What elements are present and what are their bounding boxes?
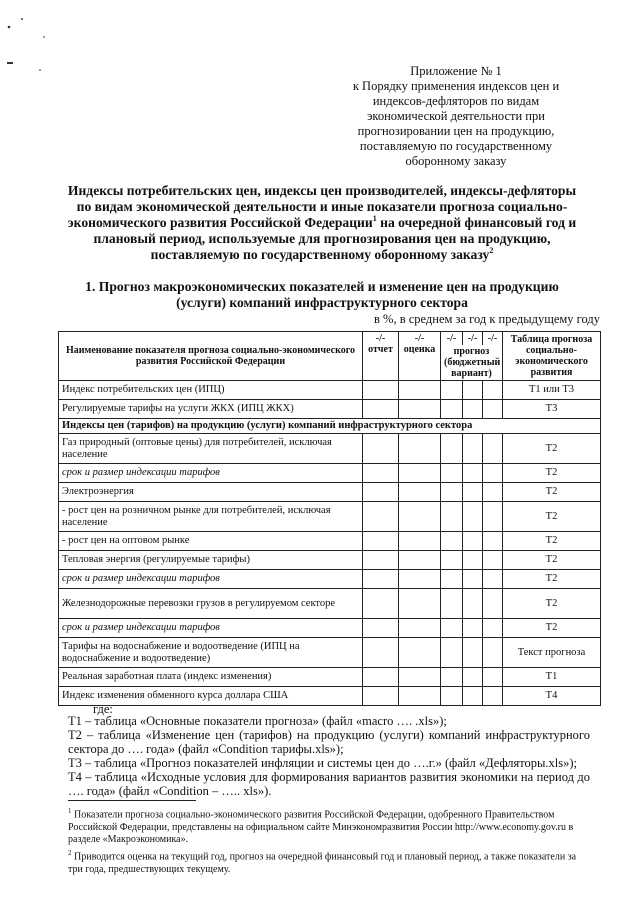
- document-title: [62, 183, 582, 263]
- row-ref: Т4: [503, 687, 601, 706]
- header-reference-table: Таблица прогноза социально-экономического развития: [503, 332, 601, 381]
- title-part-1: Индексы потребительских цен, индексы цен производителей, индексы-дефляторы по видам экономической деятельности и иные показатели прогноза социально-экономического развития Российской Федерации: [67, 183, 577, 230]
- table-row: [59, 434, 601, 464]
- row-name: Электроэнергия: [59, 483, 363, 502]
- row-ref: Т2: [503, 589, 601, 619]
- row-ref: Т2: [503, 502, 601, 532]
- table-row: [59, 589, 601, 619]
- row-name: срок и размер индексации тарифов: [59, 570, 363, 589]
- section-row-label: Индексы цен (тарифов) на продукцию (услуги) компаний инфраструктурного сектора: [59, 419, 601, 434]
- row-ref: Т2: [503, 551, 601, 570]
- row-ref: Т2: [503, 483, 601, 502]
- row-ref: Т2: [503, 619, 601, 638]
- table-row: [59, 551, 601, 570]
- table-row: [59, 400, 601, 419]
- header-forecast-label: прогноз (бюджетный вариант): [441, 345, 503, 381]
- footnote-2-text: Приводится оценка на текущий год, прогноз на очередной финансовый год и плановый период, а также показатели за три года, предшествующих текущему.: [68, 851, 577, 875]
- row-name: Газ природный (оптовые цены) для потребителей, исключая население: [59, 434, 363, 464]
- legend-item: Т4 – таблица «Исходные условия для формирования вариантов развития экономики на период до …. года» (файл «Condition – ….. xls»).: [68, 770, 590, 798]
- row-ref: Т2: [503, 434, 601, 464]
- forecast-table: [58, 331, 601, 706]
- row-name: Тепловая энергия (регулируемые тарифы): [59, 551, 363, 570]
- footnote-2-mark: 2: [68, 848, 72, 857]
- header-year-forecast-3: -/-: [483, 332, 503, 346]
- table-row: [59, 502, 601, 532]
- appendix-line: прогнозировании цен на продукцию,: [357, 124, 555, 138]
- section-title: [62, 279, 582, 311]
- footnote-mark-2: 2: [489, 246, 494, 255]
- scan-specks: [0, 0, 80, 80]
- title-part-2: на очередной финансовый год и плановый период, используемые для прогнозирования цен на продукцию, поставляемую по государственному оборонному заказу: [93, 215, 577, 262]
- row-ref: Т1 или Т3: [503, 381, 601, 400]
- row-name: - рост цен на розничном рынке для потребителей, исключая население: [59, 502, 363, 532]
- table-row: [59, 619, 601, 638]
- footnote-1-text: Показатели прогноза социально-экономического развития Российской Федерации, одобренного Правительством Российской Федерации, представлены на официальном сайте Минэкономразвития России http://www.economy.gov.ru в разделе «Макроэкономика».: [68, 809, 574, 846]
- table-row: [59, 638, 601, 668]
- legend-item: Т2 – таблица «Изменение цен (тарифов) на продукцию (услуги) компаний инфраструктурного сектора до …. года» (файл «Condition тарифы.xls»);: [68, 728, 590, 756]
- table-row: [59, 687, 601, 706]
- row-name: Реальная заработная плата (индекс изменения): [59, 668, 363, 687]
- row-name: - рост цен на оптовом рынке: [59, 532, 363, 551]
- footnote-divider: [68, 800, 196, 801]
- footnote-1-mark: 1: [68, 807, 72, 815]
- row-name: Тарифы на водоснабжение и водоотведение (ИПЦ на водоснабжение и водоотведение): [59, 638, 363, 668]
- table-row: [59, 483, 601, 502]
- footnote-mark-1: 1: [372, 214, 377, 223]
- appendix-line: поставляемую по государственному: [359, 139, 553, 153]
- row-name: срок и размер индексации тарифов: [59, 619, 363, 638]
- table-header-row: [59, 332, 601, 346]
- year-placeholder: -/-: [414, 333, 425, 344]
- table-section-row: [59, 419, 601, 434]
- table-row: [59, 570, 601, 589]
- row-ref: Т2: [503, 570, 601, 589]
- row-name: Регулируемые тарифы на услуги ЖКХ (ИПЦ ЖКХ): [59, 400, 363, 419]
- appendix-block: [336, 64, 576, 169]
- header-year-forecast-2: -/-: [463, 332, 483, 346]
- table-row: [59, 532, 601, 551]
- legend-list: [68, 714, 590, 798]
- section-title-line: (услуги) компаний инфраструктурного сектора: [176, 295, 468, 310]
- table-row: [59, 381, 601, 400]
- footnotes: [68, 805, 588, 876]
- row-ref: Т3: [503, 400, 601, 419]
- row-ref: Т2: [503, 464, 601, 483]
- row-name: Железнодорожные перевозки грузов в регулируемом секторе: [59, 589, 363, 619]
- footnote-2: [68, 847, 588, 876]
- header-year-report: [363, 332, 399, 381]
- header-report-label: отчет: [368, 344, 393, 355]
- row-name: Индекс изменения обменного курса доллара США: [59, 687, 363, 706]
- header-year-estimate: [399, 332, 441, 381]
- header-indicator-name: Наименование показателя прогноза социально-экономического развития Российской Федерации: [59, 332, 363, 381]
- table-row: [59, 464, 601, 483]
- legend-item: Т1 – таблица «Основные показатели прогноза» (файл «macro …. .xls»);: [68, 714, 447, 728]
- row-ref: Т1: [503, 668, 601, 687]
- footnote-1: [68, 805, 588, 847]
- row-name: срок и размер индексации тарифов: [59, 464, 363, 483]
- year-placeholder: -/-: [375, 333, 386, 344]
- table-row: [59, 668, 601, 687]
- row-ref: Текст прогноза: [503, 638, 601, 668]
- appendix-line: индексов-дефляторов по видам: [372, 94, 540, 108]
- header-estimate-label: оценка: [403, 344, 436, 355]
- row-name: Индекс потребительских цен (ИПЦ): [59, 381, 363, 400]
- legend-where: где:: [93, 702, 113, 716]
- header-year-forecast-1: -/-: [441, 332, 463, 346]
- units-note: в %, в среднем за год к предыдущему году: [374, 312, 600, 326]
- appendix-line: экономической деятельности при: [367, 109, 545, 123]
- appendix-line: оборонному заказу: [405, 154, 507, 168]
- appendix-line: к Порядку применения индексов цен и: [352, 79, 560, 93]
- legend-item: Т3 – таблица «Прогноз показателей инфляции и системы цен до ….г.» (файл «Дефляторы.xls»);: [68, 756, 578, 770]
- appendix-line: Приложение № 1: [410, 64, 502, 78]
- section-title-line: 1. Прогноз макроэкономических показателей и изменение цен на продукцию: [85, 279, 559, 294]
- row-ref: Т2: [503, 532, 601, 551]
